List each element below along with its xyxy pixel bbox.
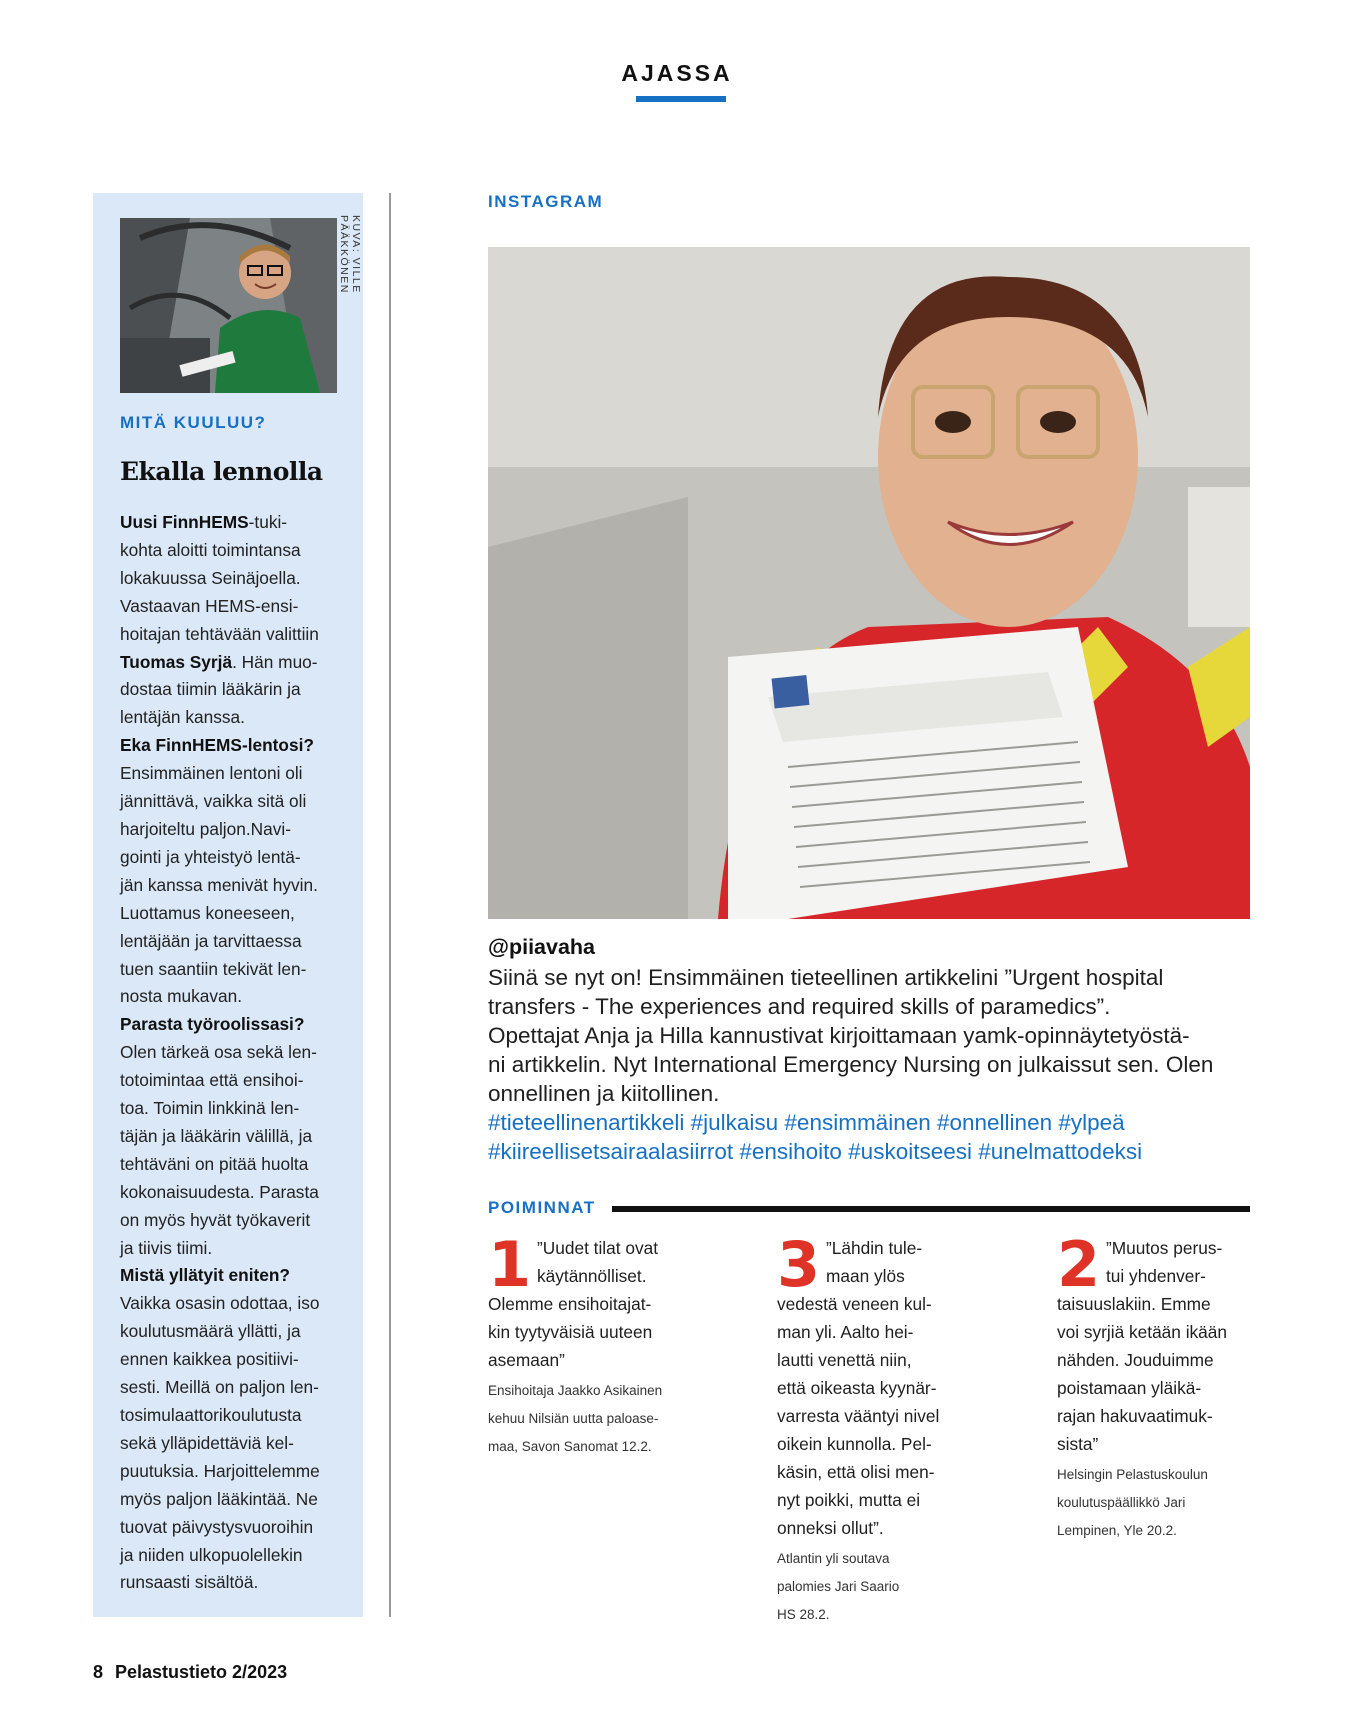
sidebar-body-line bbox=[120, 788, 350, 816]
quote-line: voi syrjiä ketään ikään bbox=[1057, 1322, 1228, 1342]
sidebar-body-line bbox=[120, 1207, 350, 1235]
sidebar-body-line bbox=[120, 983, 350, 1011]
sidebar-text: nosta mukavan. bbox=[120, 986, 242, 1007]
sidebar-text: . Hän muo- bbox=[232, 651, 318, 672]
sidebar-body-line bbox=[120, 1151, 350, 1179]
quote-line: ”Uudet tilat ovat bbox=[537, 1238, 659, 1258]
sidebar-text: ja niiden ulkopuolellekin bbox=[120, 1544, 303, 1565]
quote-line: käytännölliset. bbox=[537, 1266, 647, 1286]
sidebar-body-line bbox=[120, 649, 350, 677]
poiminnat-rule bbox=[612, 1206, 1250, 1212]
sidebar-text: myös paljon lääkintää. Ne bbox=[120, 1488, 318, 1509]
sidebar-bold-text: Tuomas Syrjä bbox=[120, 651, 233, 672]
sidebar-body-line bbox=[120, 565, 350, 593]
sidebar-text: jännittävä, vaikka sitä oli bbox=[120, 791, 307, 812]
sidebar-text: kokonaisuudesta. Parasta bbox=[120, 1181, 319, 1202]
sidebar-body-line bbox=[120, 704, 350, 732]
quote-line: man yli. Aalto hei- bbox=[777, 1322, 914, 1342]
quote-line: varresta vääntyi nivel bbox=[777, 1406, 940, 1426]
sidebar-text: tehtäväni on pitää huolta bbox=[120, 1153, 309, 1174]
quote-source-line: kehuu Nilsiän uutta paloase- bbox=[488, 1411, 659, 1426]
sidebar-bold-text: Eka FinnHEMS-lentosi? bbox=[120, 735, 314, 756]
sidebar-body-line bbox=[120, 900, 350, 928]
sidebar-bold-text: Parasta työroolissasi? bbox=[120, 1014, 305, 1035]
sidebar-body-line bbox=[120, 1514, 350, 1542]
sidebar-body-line bbox=[120, 1374, 350, 1402]
page-footer bbox=[93, 1662, 287, 1683]
sidebar-body-line bbox=[120, 1179, 350, 1207]
quote-source-line: koulutuspäällikkö Jari bbox=[1057, 1495, 1186, 1510]
hashtags-line: #kiireellisetsairaalasiirrot #ensihoito #uskoitseesi #unelmattodeksi bbox=[488, 1139, 1143, 1164]
sidebar-body-line bbox=[120, 928, 350, 956]
quote-card bbox=[1057, 1228, 1267, 1545]
sidebar-text: runsaasti sisältöä. bbox=[120, 1572, 259, 1593]
sidebar-text: sesti. Meillä on paljon len- bbox=[120, 1377, 319, 1398]
sidebar-title: Ekalla lennolla bbox=[120, 457, 323, 486]
sidebar-bold-text: Mistä yllätyit eniten? bbox=[120, 1265, 290, 1286]
quote-line: että oikeasta kyynär- bbox=[777, 1378, 937, 1398]
page-number: 8 bbox=[93, 1662, 104, 1682]
instagram-photo bbox=[488, 247, 1250, 919]
sidebar-bold-text: Uusi FinnHEMS bbox=[120, 512, 249, 532]
sidebar-body-line bbox=[120, 1458, 350, 1486]
quote-card bbox=[777, 1228, 987, 1629]
caption-line: ni artikkelin. Nyt International Emergency Nursing on julkaissut sen. Olen bbox=[488, 1052, 1214, 1077]
quote-line: ”Lähdin tule- bbox=[826, 1238, 923, 1258]
sidebar-body-line bbox=[120, 1569, 350, 1597]
sidebar-body-line bbox=[120, 732, 350, 760]
quote-source-line: Atlantin yli soutava bbox=[777, 1551, 890, 1566]
sidebar-body-line bbox=[120, 1346, 350, 1374]
sidebar-text: ja tiivis tiimi. bbox=[120, 1237, 213, 1258]
sidebar-text: lentäjään ja tarvittaessa bbox=[120, 930, 302, 951]
sidebar-body-line bbox=[120, 1262, 350, 1290]
sidebar-body-line bbox=[120, 1290, 350, 1318]
sidebar-text: Ensimmäinen lentoni oli bbox=[120, 763, 303, 784]
sidebar-body bbox=[120, 509, 350, 1597]
quote-line: sista” bbox=[1057, 1434, 1099, 1454]
publication-name: Pelastustieto 2/2023 bbox=[115, 1662, 288, 1682]
quote-number: 2 bbox=[1057, 1228, 1101, 1301]
quote-source-line: Ensihoitaja Jaakko Asikainen bbox=[488, 1383, 663, 1398]
quote-line: poistamaan yläikä- bbox=[1057, 1378, 1202, 1398]
quote-line: maan ylös bbox=[826, 1266, 905, 1286]
sidebar-text: Luottamus koneeseen, bbox=[120, 902, 295, 923]
section-title: AJASSA bbox=[621, 60, 733, 86]
sidebar-body-line bbox=[120, 1011, 350, 1039]
sidebar-text: sekä ylläpidettäviä kel- bbox=[120, 1432, 294, 1453]
sidebar-body-line bbox=[120, 1430, 350, 1458]
sidebar-text: gointi ja yhteistyö lentä- bbox=[120, 846, 301, 867]
instagram-caption bbox=[488, 963, 1258, 1166]
sidebar-body-line bbox=[120, 844, 350, 872]
quote-source-line: maa, Savon Sanomat 12.2. bbox=[488, 1439, 652, 1454]
quote-source-line: Helsingin Pelastuskoulun bbox=[1057, 1467, 1208, 1482]
sidebar-text: koulutusmäärä yllätti, ja bbox=[120, 1321, 301, 1342]
sidebar-text: on myös hyvät työkaverit bbox=[120, 1209, 311, 1230]
quote-line: Olemme ensihoitajat- bbox=[488, 1294, 652, 1314]
sidebar-body-line bbox=[120, 621, 350, 649]
section-header bbox=[0, 60, 1354, 87]
sidebar-body-line bbox=[120, 760, 350, 788]
sidebar-photo bbox=[120, 218, 337, 393]
sidebar-body-line bbox=[120, 872, 350, 900]
sidebar-text: harjoiteltu paljon.Navi- bbox=[120, 818, 291, 839]
caption-line: Opettajat Anja ja Hilla kannustivat kirjoittamaan yamk-opinnäytetyöstä- bbox=[488, 1023, 1190, 1048]
sidebar-text: lentäjän kanssa. bbox=[120, 707, 245, 728]
sidebar-text: tuen saantiin tekivät len- bbox=[120, 958, 307, 979]
sidebar-body-line bbox=[120, 676, 350, 704]
photo-credit: KUVA: VILLE PÄÄKKÖNEN bbox=[338, 215, 362, 294]
hashtags-line: #tieteellinenartikkeli #julkaisu #ensimmäinen #onnellinen #ylpeä bbox=[488, 1110, 1125, 1135]
sidebar-body-line bbox=[120, 1402, 350, 1430]
sidebar-text: -tuki- bbox=[248, 512, 288, 532]
quote-line: tui yhdenver- bbox=[1106, 1266, 1206, 1286]
section-underline bbox=[636, 96, 726, 102]
quote-source bbox=[777, 1545, 987, 1629]
sidebar-body-line bbox=[120, 593, 350, 621]
quote-line: lautti venettä niin, bbox=[777, 1350, 912, 1370]
sidebar-text: totoimintaa että ensihoi- bbox=[120, 1070, 304, 1091]
sidebar-body-line bbox=[120, 537, 350, 565]
selfie-with-article-image bbox=[488, 247, 1250, 919]
sidebar-body-line bbox=[120, 816, 350, 844]
column-divider bbox=[389, 193, 391, 1617]
sidebar-text: puutuksia. Harjoittelemme bbox=[120, 1460, 320, 1481]
quote-card bbox=[488, 1228, 698, 1461]
sidebar-text: dostaa tiimin lääkärin ja bbox=[120, 679, 301, 700]
sidebar-body-line bbox=[120, 1123, 350, 1151]
instagram-kicker: INSTAGRAM bbox=[488, 192, 604, 211]
quote-line: kin tyytyväisiä uuteen bbox=[488, 1322, 653, 1342]
sidebar-body-line bbox=[120, 1039, 350, 1067]
paramedic-in-cockpit-image bbox=[120, 218, 337, 393]
caption-line: Siinä se nyt on! Ensimmäinen tieteellinen artikkelini ”Urgent hospital bbox=[488, 965, 1164, 990]
sidebar-text: hoitajan tehtävään valittiin bbox=[120, 623, 319, 644]
sidebar-text: Olen tärkeä osa sekä len- bbox=[120, 1042, 317, 1063]
caption-line: transfers - The experiences and required skills of paramedics”. bbox=[488, 994, 1111, 1019]
sidebar-body-line bbox=[120, 1067, 350, 1095]
sidebar-text: jän kanssa menivät hyvin. bbox=[120, 874, 318, 895]
quote-source-line: HS 28.2. bbox=[777, 1607, 830, 1622]
quote-source bbox=[488, 1377, 698, 1461]
quote-number: 3 bbox=[777, 1228, 821, 1301]
quote-line: vedestä veneen kul- bbox=[777, 1294, 932, 1314]
caption-line: onnellinen ja kiitollinen. bbox=[488, 1081, 720, 1106]
sidebar-body-line bbox=[120, 1095, 350, 1123]
quote-line: taisuuslakiin. Emme bbox=[1057, 1294, 1211, 1314]
quote-line: oikein kunnolla. Pel- bbox=[777, 1434, 932, 1454]
quote-number: 1 bbox=[488, 1228, 532, 1301]
quote-source bbox=[1057, 1461, 1267, 1545]
quote-source-line: Lempinen, Yle 20.2. bbox=[1057, 1523, 1177, 1538]
sidebar-text: kohta aloitti toimintansa bbox=[120, 539, 301, 560]
poiminnat-kicker: POIMINNAT bbox=[488, 1198, 596, 1217]
quote-source-line: palomies Jari Saario bbox=[777, 1579, 900, 1594]
quote-line: ”Muutos perus- bbox=[1106, 1238, 1223, 1258]
quote-line: onneksi ollut”. bbox=[777, 1518, 884, 1538]
sidebar-kicker: MITÄ KUULUU? bbox=[120, 413, 267, 432]
sidebar-body-line bbox=[120, 956, 350, 984]
quote-line: nähden. Jouduimme bbox=[1057, 1350, 1214, 1370]
sidebar-text: Vastaavan HEMS-ensi- bbox=[120, 595, 299, 616]
sidebar-text: täjän ja lääkärin välillä, ja bbox=[120, 1125, 313, 1146]
quote-line: nyt poikki, mutta ei bbox=[777, 1490, 921, 1510]
quote-line: rajan hakuvaatimuk- bbox=[1057, 1406, 1213, 1426]
quote-line: asemaan” bbox=[488, 1350, 565, 1370]
sidebar-body-line bbox=[120, 1486, 350, 1514]
instagram-handle: @piiavaha bbox=[488, 935, 596, 959]
sidebar-box bbox=[93, 193, 363, 1617]
sidebar-text: lokakuussa Seinäjoella. bbox=[120, 567, 301, 588]
sidebar-text: toa. Toimin linkkinä len- bbox=[120, 1098, 300, 1119]
sidebar-text: tuovat päivystysvuoroihin bbox=[120, 1516, 314, 1537]
sidebar-body-line bbox=[120, 1542, 350, 1570]
sidebar-body-line bbox=[120, 1235, 350, 1263]
sidebar-text: Vaikka osasin odottaa, iso bbox=[120, 1293, 320, 1314]
sidebar-text: tosimulaattorikoulutusta bbox=[120, 1405, 302, 1425]
sidebar-text: ennen kaikkea positiivi- bbox=[120, 1349, 299, 1370]
sidebar-body-line bbox=[120, 1318, 350, 1346]
quote-line: käsin, että olisi men- bbox=[777, 1462, 935, 1482]
sidebar-body-line bbox=[120, 509, 350, 537]
